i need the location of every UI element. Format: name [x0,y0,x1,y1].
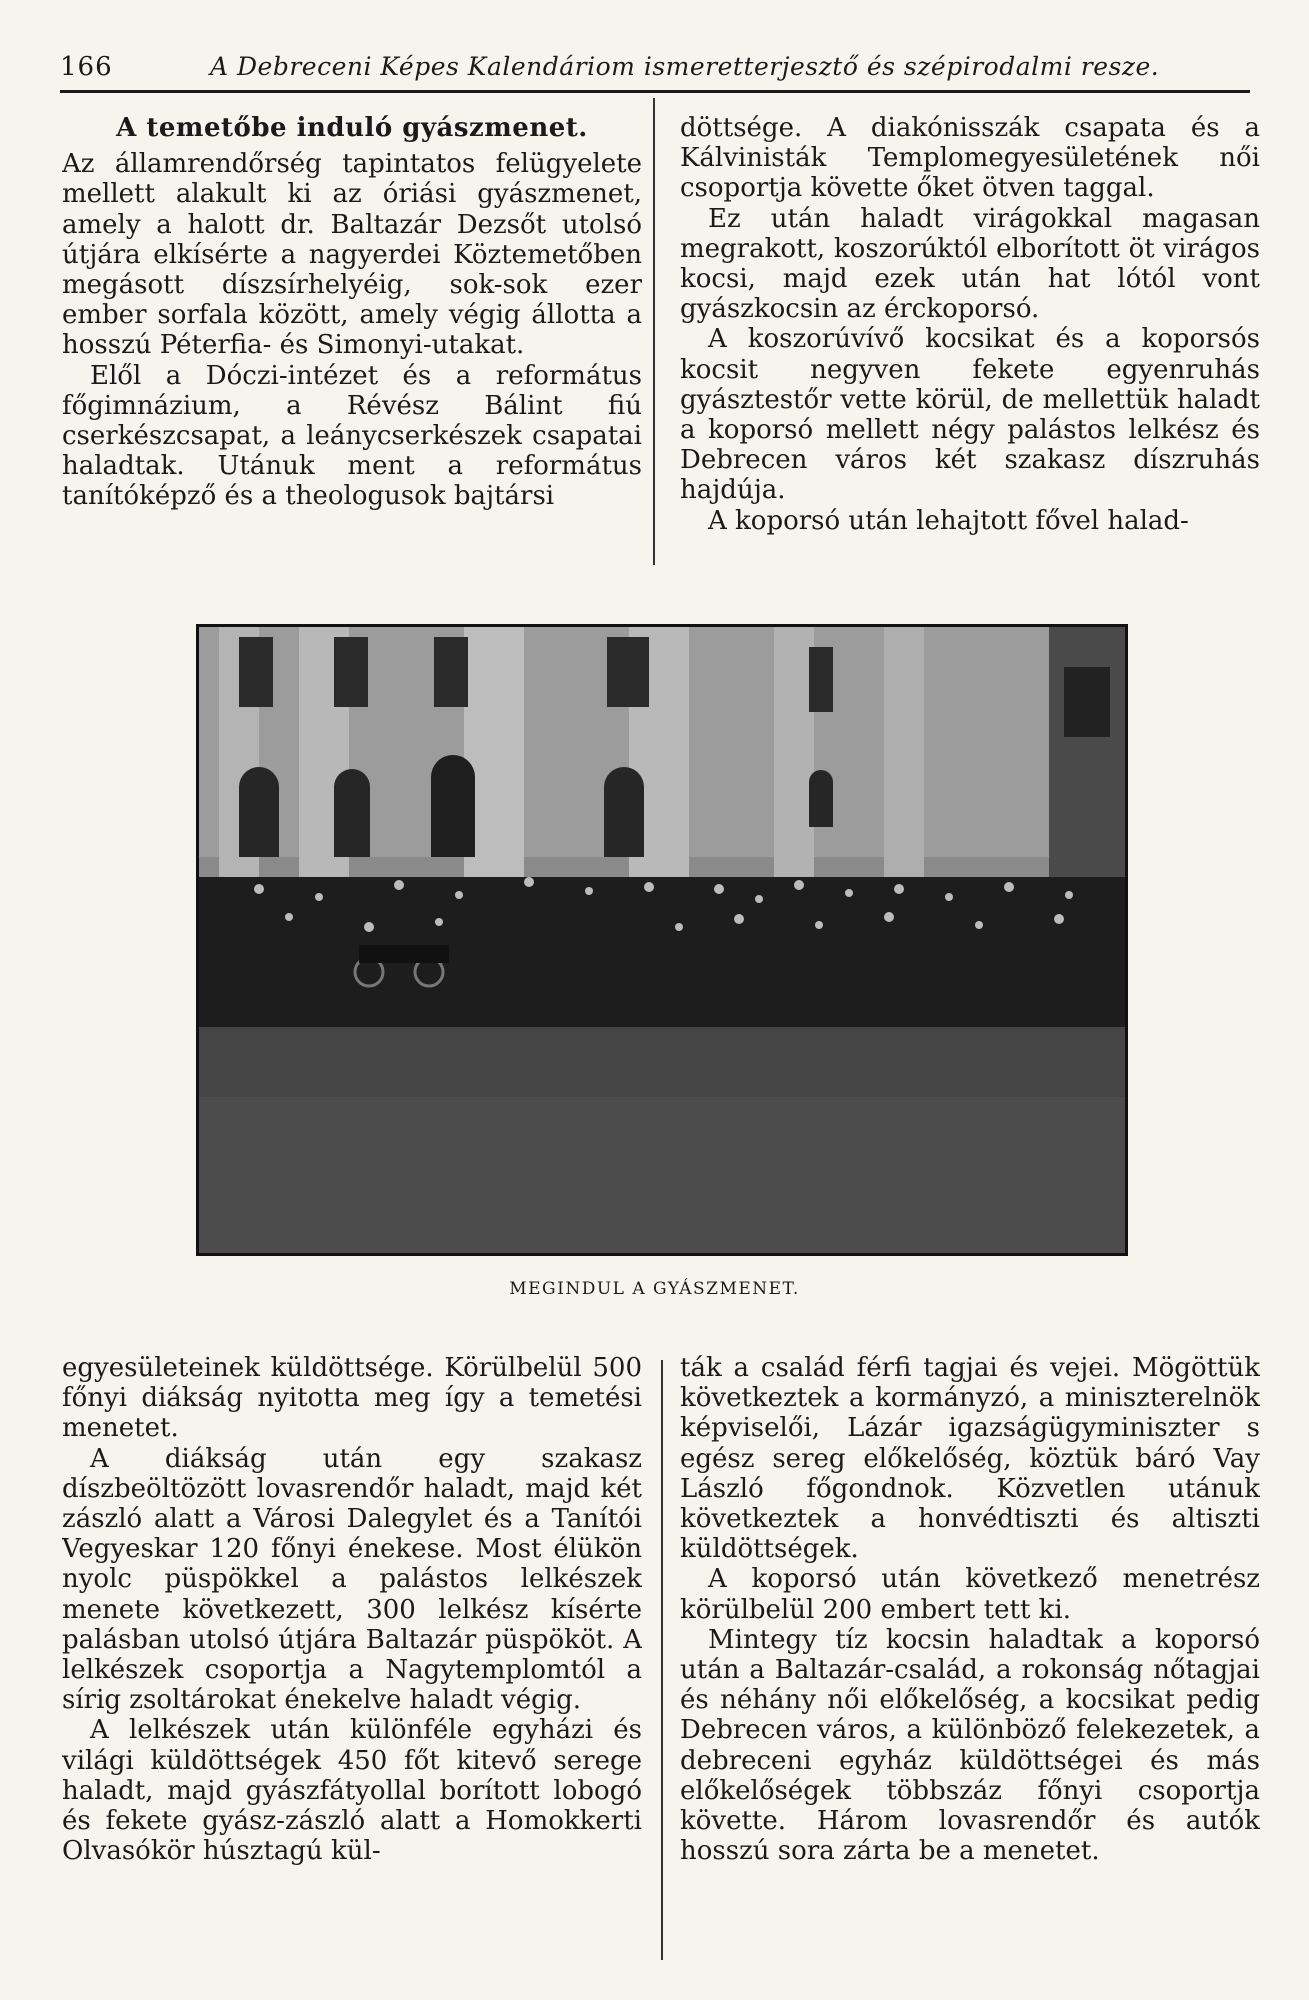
paragraph: A lelkészek után különféle egyházi és világi küldöttségek 450 főt kitevő serege haladt, majd gyászfátyollal borított lobogó és fekete gyász-zászló alatt a Homokkerti Olvasókör húsztagú kül- [62,1715,642,1867]
page-number: 166 [60,52,113,82]
column-left-top [62,113,642,583]
paragraph: A koporsó után következő menetrész körülbelül 200 embert tett ki. [680,1564,1260,1625]
article-title: A temetőbe induló gyászmenet. [116,113,588,143]
page-header [60,48,1250,93]
paragraph: Ez után haladt virágokkal magasan megrakott, koszorúktól elborított öt virágos kocsi, majd ezek után hat lótól vont gyászkocsin az érckoporsó. [680,203,1260,325]
paragraph: döttsége. A diakónisszák csapata és a Kálvinisták Templomegyesületének női csoportja követte őket ötven taggal. [680,113,1260,204]
column-rule [653,98,655,565]
photo-illustration [199,627,1125,1253]
paragraph: Elől a Dóczi-intézet és a református főgimnázium, a Révész Bálint fiú cserkészcsapat, a leánycserkészek csapatai haladtak. Utánuk ment a református tanítóképző és a theologusok bajtársi [62,360,642,512]
column-left-bottom [62,1353,642,1963]
column-rule [661,1360,663,1960]
running-title: A Debreceni Képes Kalendáriom ismeretterjesztő és szépirodalmi resze. [210,52,1160,81]
column-right-top [680,113,1260,583]
paragraph: A diákság után egy szakasz díszbeöltözött lovasrendőr haladt, majd két zászló alatt a Városi Dalegylet és a Tanítói Vegyeskar 120 főnyi énekese. Most élükön nyolc püspökkel a palástos lelkészek menete következett, 300 lelkész kísérte palásban utolsó útjára Baltazár püspököt. A lelkészek csoportja a Nagytemplomtól a sírig zsoltárokat énekelve haladt végig. [62,1443,642,1716]
column-right-bottom [680,1353,1260,1963]
photo-caption: MEGINDUL A GYÁSZMENET. [509,1279,800,1299]
paragraph: egyesületeinek küldöttsége. Körülbelül 500 főnyi diákság nyitotta meg így a temetési menetet. [62,1353,642,1444]
funeral-procession-photo [196,624,1128,1256]
paragraph: ták a család férfi tagjai és vejei. Mögöttük következtek a kormányzó, a miniszterelnök képviselői, Lázár igazságügyminiszter s egész sereg előkelőség, köztük báró Vay László főgondnok. Közvetlen utánuk következtek a honvédtiszti és altiszti küldöttségek. [680,1353,1260,1565]
paragraph: A koporsó után lehajtott fővel halad- [708,505,1189,536]
paragraph: A koszorúvívő kocsikat és a koporsós kocsit negyven fekete egyenruhás gyásztestőr vette körül, de mellettük haladt a koporsó mellett négy palástos lelkész és Debrecen város két szakasz díszruhás hajdúja. [680,324,1260,506]
paragraph: Az államrendőrség tapintatos felügyelete mellett alakult ki az óriási gyászmenet, amely a halott dr. Baltazár Dezsőt utolsó útjára elkísérte a nagyerdei Köztemetőben megásott díszsírhelyéig, sok-sok ezer ember sorfala között, amely végig állotta a hosszú Péterfia- és Simonyi-utakat. [62,149,642,361]
paragraph: Mintegy tíz kocsin haladtak a koporsó után a Baltazár-család, a rokonság nőtagjai és néhány női előkelőség, a kocsikat pedig Debrecen város, a különböző felekezetek, a debreceni egyház küldöttségei és más előkelőségek többszáz főnyi csoportja követte. Három lovasrendőr és autók hosszú sora zárta be a menetet. [680,1624,1260,1867]
